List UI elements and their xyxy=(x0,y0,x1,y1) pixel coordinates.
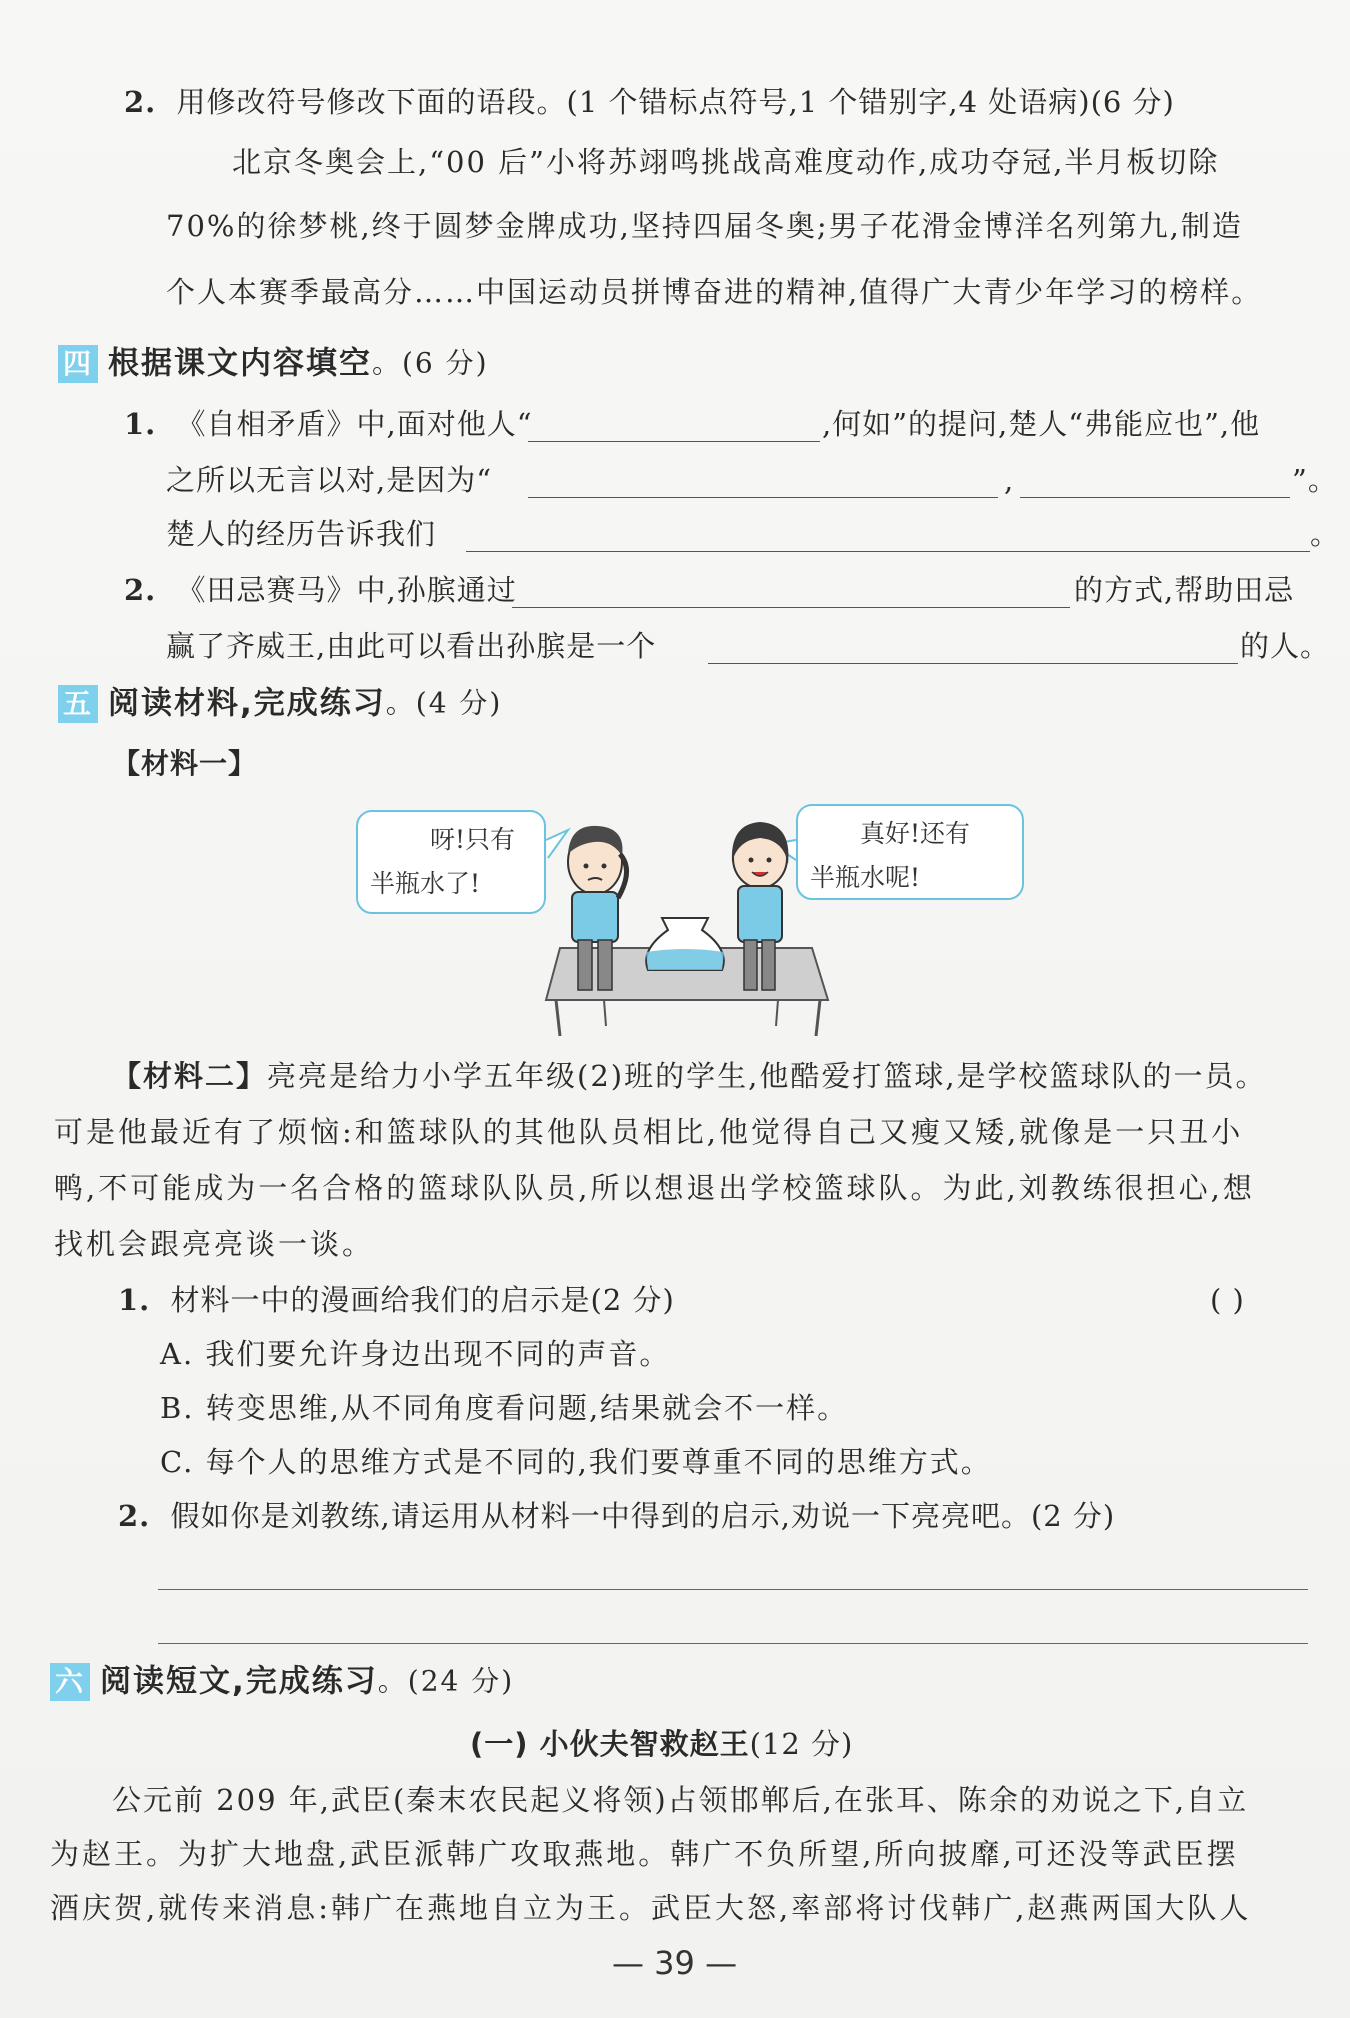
answer-blank[interactable] xyxy=(708,662,1238,664)
comic-drawing xyxy=(350,800,1030,1040)
question-text: 《田忌赛马》中,孙膑通过 xyxy=(176,573,517,607)
section-badge: 五 xyxy=(58,685,98,723)
water-jug-icon xyxy=(646,918,724,970)
section-title: 阅读短文,完成练习 xyxy=(100,1663,378,1700)
material-2-line: 找机会跟亮亮谈一谈。 xyxy=(54,1227,375,1261)
fill-question-2 xyxy=(124,570,517,610)
passage-score: (12 分) xyxy=(749,1727,854,1761)
question-text: 的人。 xyxy=(1240,629,1331,663)
question-text: , xyxy=(1004,463,1015,497)
open-question-2 xyxy=(118,1496,1115,1536)
option-b[interactable]: B. 转变思维,从不同角度看问题,结果就会不一样。 xyxy=(160,1391,849,1425)
question-text: 。 xyxy=(1310,517,1341,551)
paragraph-line: 个人本赛季最高分……中国运动员拼博奋进的精神,值得广大青少年学习的榜样。 xyxy=(166,275,1263,309)
answer-paren[interactable]: ( ) xyxy=(1210,1283,1245,1317)
question-text: 《自相矛盾》中,面对他人“ xyxy=(176,407,533,441)
answer-line[interactable] xyxy=(158,1642,1308,1644)
bubble-text: 半瓶水了! xyxy=(370,869,481,898)
answer-blank[interactable] xyxy=(512,606,1070,608)
option-c[interactable]: C. 每个人的思维方式是不同的,我们要尊重不同的思维方式。 xyxy=(160,1445,992,1479)
passage-line: 为赵王。为扩大地盘,武臣派韩广攻取燕地。韩广不负所望,所向披靡,可还没等武臣摆 xyxy=(50,1837,1239,1871)
material-1-label: 【材料一】 xyxy=(112,747,258,780)
page-number: — 39 — xyxy=(612,1944,738,1982)
section-score: 。(6 分) xyxy=(372,346,489,380)
passage-line: 酒庆贺,就传来消息:韩广在燕地自立为王。武臣大怒,率部将讨伐韩广,赵燕两国大队人 xyxy=(50,1891,1252,1925)
question-number: 2. xyxy=(124,573,157,607)
passage-line: 公元前 209 年,武臣(秦末农民起义将领)占领邯郸后,在张耳、陈余的劝说之下,自立 xyxy=(112,1783,1249,1817)
material-2-line xyxy=(112,1056,1267,1096)
passage-title-text: (一) 小伙夫智救赵王 xyxy=(470,1727,750,1761)
section-score: 。(24 分) xyxy=(377,1664,515,1698)
section-5-heading xyxy=(58,682,502,724)
bubble-text: 真好!还有 xyxy=(860,819,971,848)
section-score: 。(4 分) xyxy=(385,686,503,720)
question-text: 的方式,帮助田忌 xyxy=(1074,573,1295,607)
question-text: 假如你是刘教练,请运用从材料一中得到的启示,劝说一下亮亮吧。(2 分) xyxy=(170,1499,1116,1533)
question-2-instruction xyxy=(124,82,1175,122)
question-number: 2. xyxy=(124,85,157,119)
answer-blank[interactable] xyxy=(528,496,998,498)
question-text: ”。 xyxy=(1292,463,1338,497)
section-badge: 六 xyxy=(50,1663,90,1701)
answer-blank[interactable] xyxy=(1020,496,1290,498)
question-text: 楚人的经历告诉我们 xyxy=(166,517,437,551)
choice-question-1 xyxy=(118,1280,675,1320)
bubble-text: 半瓶水呢! xyxy=(810,863,921,892)
question-text: 用修改符号修改下面的语段。(1 个错标点符号,1 个错别字,4 处语病)(6 分) xyxy=(176,85,1175,119)
question-number: 2. xyxy=(118,1499,151,1533)
bubble-text: 呀!只有 xyxy=(430,825,516,854)
material-2-label: 【材料二】 xyxy=(112,1059,268,1093)
question-text: 之所以无言以对,是因为“ xyxy=(166,463,493,497)
material-2-line: 鸭,不可能成为一名合格的篮球队队员,所以想退出学校篮球队。为此,刘教练很担心,想 xyxy=(54,1171,1255,1205)
question-number: 1. xyxy=(118,1283,151,1317)
question-number: 1. xyxy=(124,407,157,441)
passage-title xyxy=(470,1724,853,1764)
answer-blank[interactable] xyxy=(528,440,820,442)
material-2-line: 可是他最近有了烦恼:和篮球队的其他队员相比,他觉得自己又瘦又矮,就像是一只丑小 xyxy=(54,1115,1244,1149)
section-6-heading xyxy=(50,1660,514,1702)
section-title: 根据课文内容填空 xyxy=(108,345,372,382)
section-title: 阅读材料,完成练习 xyxy=(108,685,386,722)
section-badge: 四 xyxy=(58,345,98,383)
paragraph-line: 70%的徐梦桃,终于圆梦金牌成功,坚持四届冬奥;男子花滑金博洋名列第九,制造 xyxy=(166,209,1243,243)
question-text: 赢了齐威王,由此可以看出孙膑是一个 xyxy=(166,629,657,663)
comic-illustration xyxy=(350,800,1030,1040)
material-2-text: 亮亮是给力小学五年级(2)班的学生,他酷爱打篮球,是学校篮球队的一员。 xyxy=(267,1059,1267,1093)
section-4-heading xyxy=(58,342,489,384)
paragraph-line: 北京冬奥会上,“00 后”小将苏翊鸣挑战高难度动作,成功夺冠,半月板切除 xyxy=(232,145,1220,179)
question-text: ,何如”的提问,楚人“弗能应也”,他 xyxy=(822,407,1261,441)
answer-blank[interactable] xyxy=(466,550,1310,552)
fill-question-1 xyxy=(124,404,533,444)
question-text: 材料一中的漫画给我们的启示是(2 分) xyxy=(170,1283,675,1317)
option-a[interactable]: A. 我们要允许身边出现不同的声音。 xyxy=(160,1337,671,1371)
answer-line[interactable] xyxy=(158,1588,1308,1590)
